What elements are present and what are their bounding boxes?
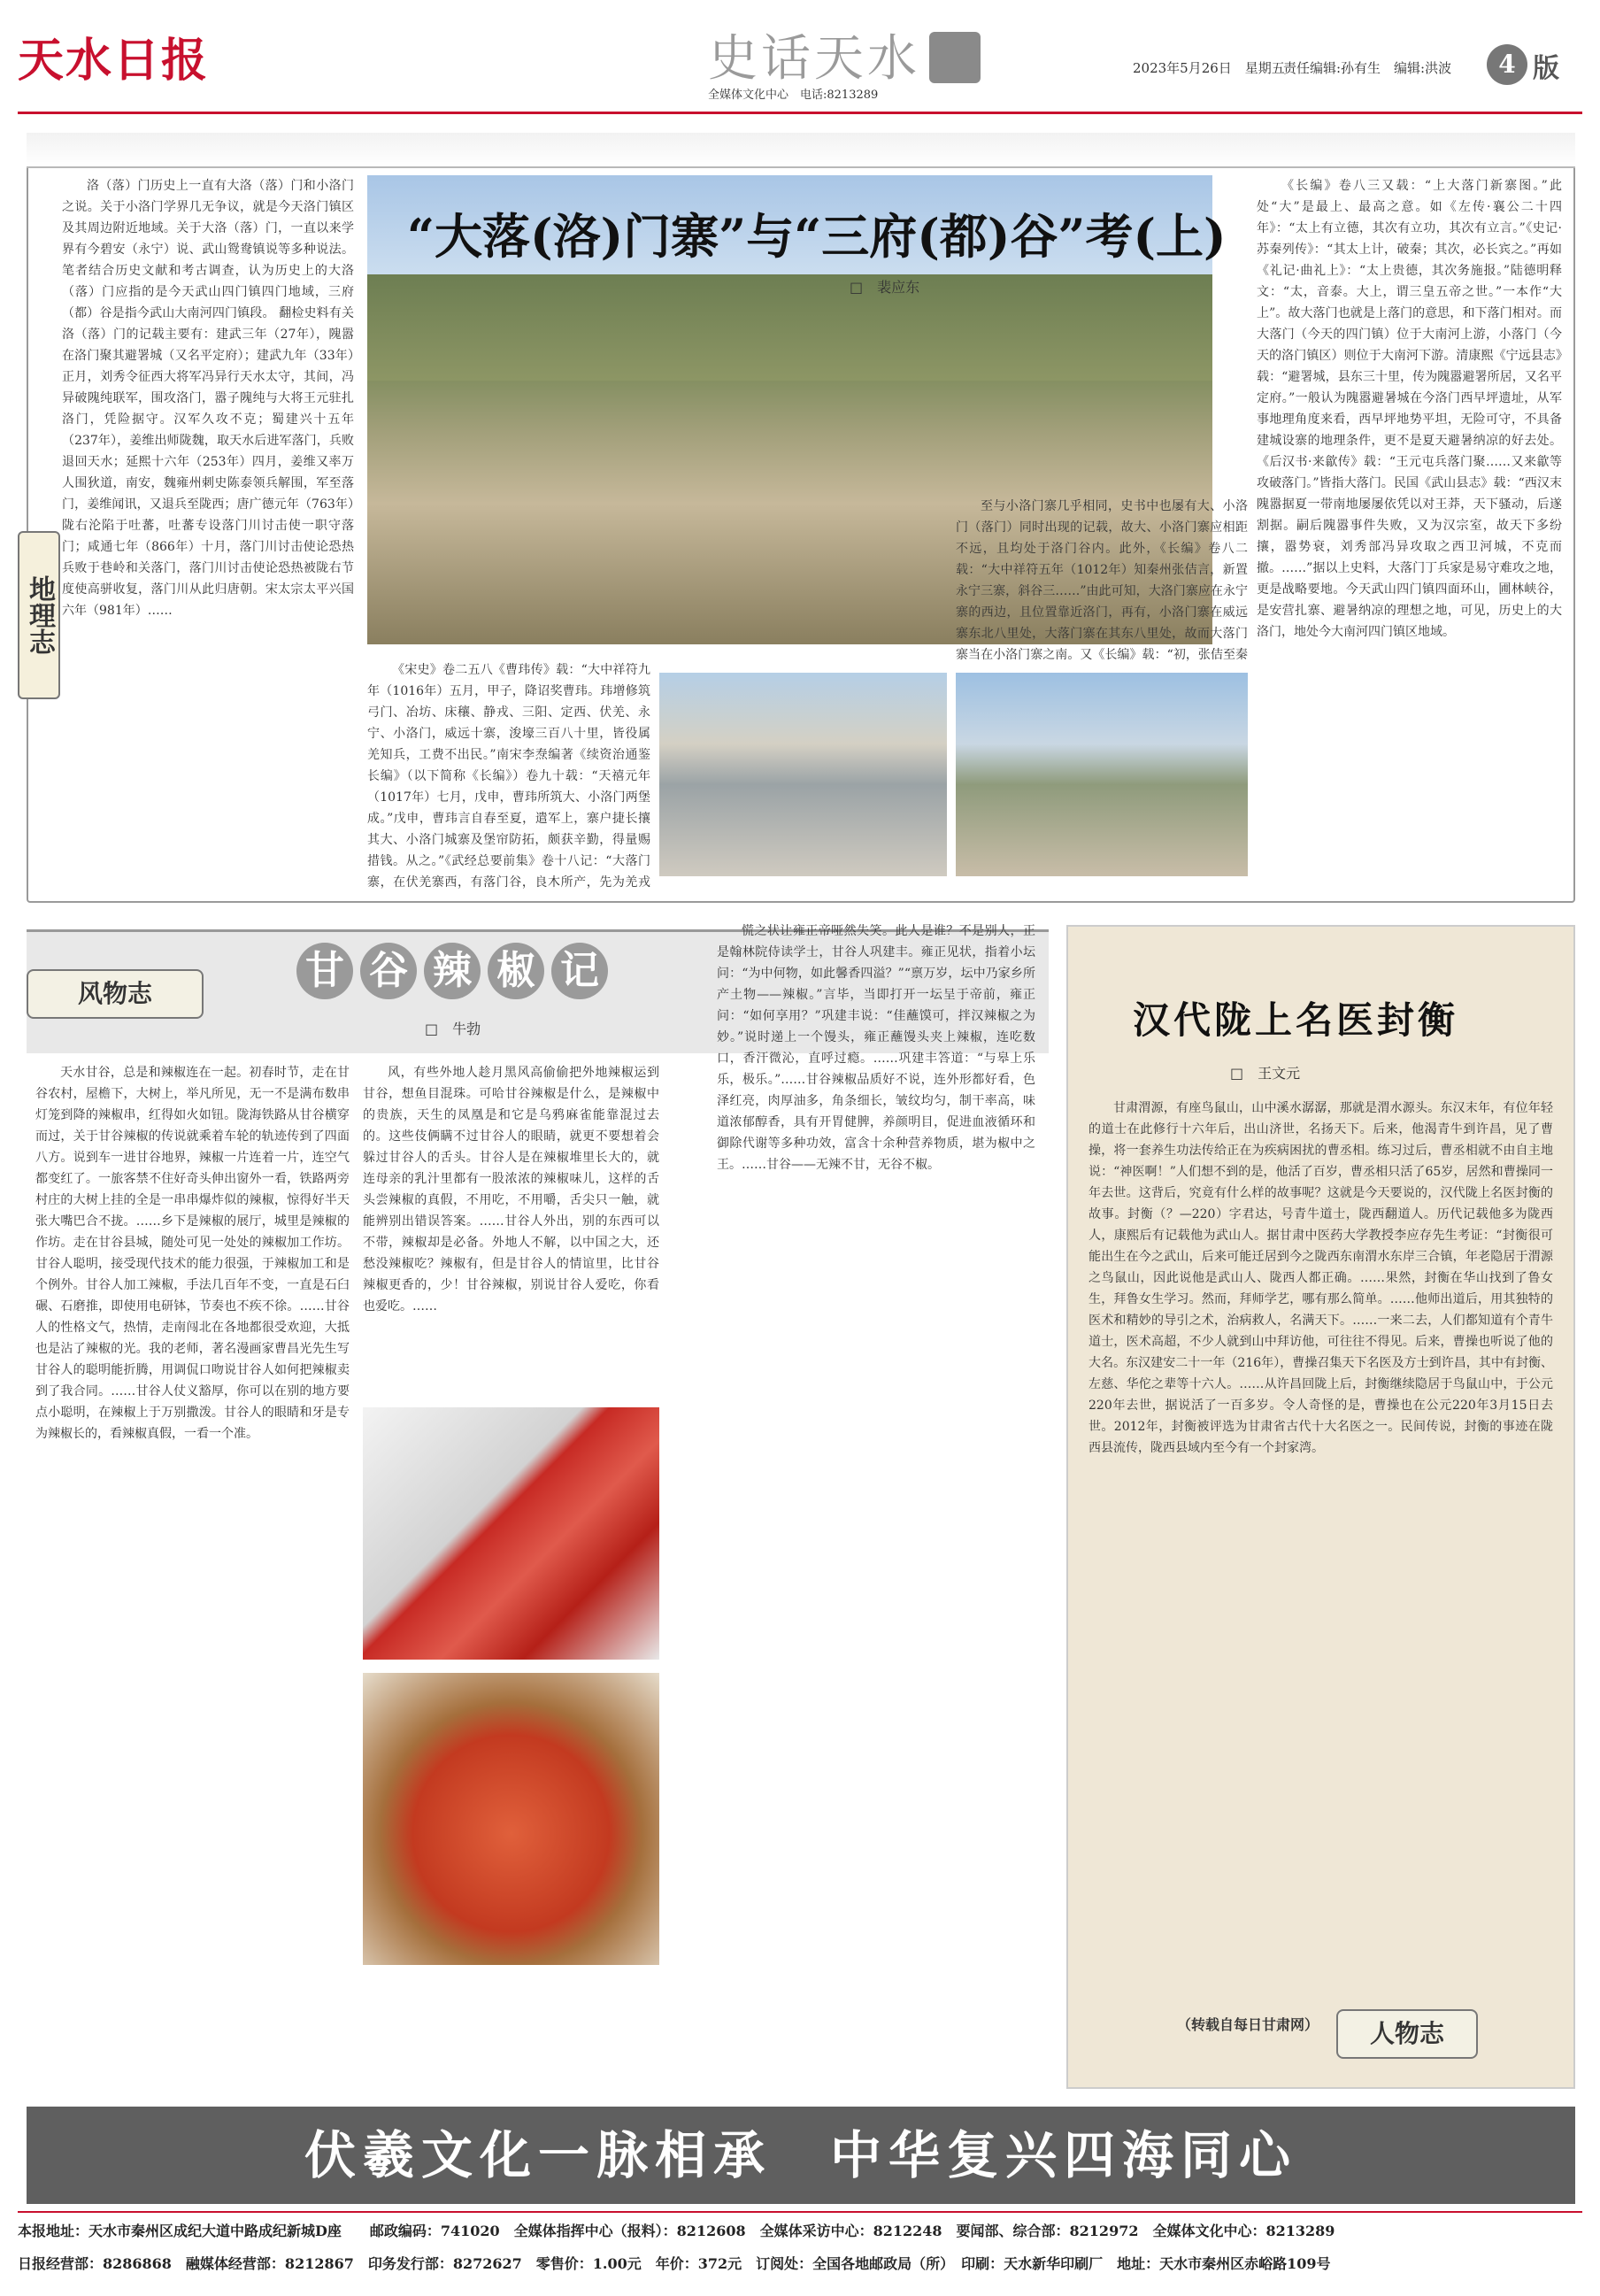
article2-photo-pepper-field bbox=[363, 1407, 659, 1660]
article1-col3-text: 至与小洛门寨几乎相同，史书中也屡有大、小洛门（落门）同时出现的记载，故大、小洛门寨应相距不远，且均处于洛门谷内。此外，《长编》卷八二载：“大中祥符五年（1012年）知秦州张佶言，新置永宁三寨，斜谷三……”由此可知，大洛门寨应在永宁寨的西边，且位置靠近洛门，再有，小洛门寨在威远寨东北八里处，大落门寨在其东八里处，故而大落门寨当在小洛门寨之南。又《长编》载：“初，张佶至秦 bbox=[956, 499, 1248, 662]
article2-col3 bbox=[717, 921, 1035, 2089]
article2-col1-text: 天水甘谷，总是和辣椒连在一起。初春时节，走在甘谷农村，屋檐下，大树上，举凡所见，无一不是满布数串灯笼到降的辣椒串，红得如火如钮。陇海铁路从甘谷横穿而过，关于甘谷辣椒的传说就乘着车轮的轨迹传到了四面八方。说到车一进甘谷地界，辣椒一片连着一片，连空气都变红了。一旅客禁不住好奇头伸出窗外一看，铁路两旁村庄的大树上挂的全是一串串爆炸似的辣椒，惊得好半天张大嘴巴合不拢。……乡下是辣椒的展厅，城里是辣椒的作坊。走在甘谷县城，随处可见一处处的辣椒加工作坊。甘谷人聪明，接受现代技术的能力很强，于辣椒加工和是个例外。甘谷人加工辣椒，手法几百年不变，一直是石臼碾、石磨推，即使用电研钵，节奏也不疾不徐。……甘谷人的性格文气，热情，走南闯北在各地都很受欢迎，大抵也是沾了辣椒的光。我的老师，著名漫画家曹昌光先生写甘谷人的聪明能折腾，用调侃口吻说甘谷人如何把辣椒卖到了我合同。……甘谷人仗义豁厚，你可以在别的地方要点小聪明，在辣椒上于万别撒泼。甘谷人的眼睛和牙是专为辣椒长的，看辣椒真假，一看一个准。 bbox=[35, 1066, 350, 1441]
article1-top-border bbox=[27, 133, 1575, 168]
headline-char: 甘 bbox=[296, 943, 353, 999]
masthead-rule bbox=[18, 112, 1582, 114]
article2-col2-text: 风，有些外地人趁月黑风高偷偷把外地辣椒运到甘谷，想鱼目混珠。可哈甘谷辣椒是什么，是辣椒中的贵族，天生的凤凰是和它是乌鸦麻雀能靠混过去的。这些伎俩瞒不过甘谷人的眼睛，就更不要想着会躲过甘谷人的舌头。甘谷人是在辣椒堆里长大的，就连母亲的乳汁里都有一股浓浓的辣椒味儿，这样的舌头尝辣椒的真假，不用吃，不用嚼，舌尖只一触，就能辨别出错误答案。……甘谷人外出，别的东西可以不带，辣椒却是必备。外地人不解，以中国之大，还愁没辣椒吃？辣椒有，但是甘谷人的情谊里，比甘谷辣椒更香的，少！甘谷辣椒，别说甘谷人爱吃，你看也爱吃。…… bbox=[363, 1066, 659, 1314]
headline-char: 记 bbox=[551, 943, 608, 999]
article1-col4-text: 《长编》卷八三又载：“上大落门新寨图。”此处“大”是最上、最高之意。如《左传·襄公二十四年》：“太上有立德，其次有立功，其次有立言。”《史记·苏秦列传》：“其太上计，破秦；其次，必长宾之。”再如《礼记·曲礼上》：“太上贵德，其次务施报。”陆德明释文：“太，音泰。大上，谓三皇五帝之世。”一本作“大上”。故大落门也就是上落门的意思，和下落门相对。而大落门（今天的四门镇）位于大南河上游，小落门（今天的洛门镇区）则位于大南河下游。清康熙《宁远县志》载：“避署城，县东三十里，传为隗嚣避署所居，又名平定府。”一般认为隗嚣避暑城在今洛门西早坪遗址，从军事地理角度来看，西早坪地势平坦，无险可守，不具备建城设寨的地理条件，更不是夏天避暑纳凉的好去处。《后汉书·来歙传》载：“王元屯兵落门聚……又来歙等攻破落门。”皆指大落门。民国《武山县志》载：“西汉末隗嚣据夏一带南地屡屡依凭以对王莽，天下骚动，后遂割据。嗣后隗嚣事件失败，又为汉宗室，故天下多纷攘，嚣势衰，刘秀部冯异攻取之西卫河城，不克而撤。……”据以上史料，大落门丁兵家是易守难攻之地，更是战略要地。今天武山四门镇四面环山，圃林峡谷，是安营扎寨、避暑纳凉的理想之地，可见，历史上的大洛门，地处今大南河四门镇区地域。 bbox=[1257, 179, 1562, 639]
article1-col2-text: 《宋史》卷二五八《曹玮传》载：“大中祥符九年（1016年）五月，甲子，降诏奖曹玮。玮增修筑弓门、冶坊、床穰、静戎、三阳、定西、伏羌、永宁、小洛门，威远十寨，浚壕三百八十里，皆役属羌知兵，工费不出民。”南宋李焘编著《续资治通鉴长编》（以下简称《长编》）卷九十载：“天禧元年（1017年）七月，戊申，曹玮所筑大、小洛门两堡成。”戊申，曹玮言自春至夏，遣军上，寨户捷长攘其大、小洛门城寨及堡帘防拓，颇获辛勤，得量赐措钱。从之。”《武经总要前集》卷十八记：“大落门寨，在伏羌寨西，有落门谷，良木所产，先为羌戎 bbox=[367, 663, 650, 890]
article1-col1-text: 洛（落）门历史上一直有大洛（落）门和小洛门之说。关于小洛门学界几无争议，就是今天洛门镇区及其周边附近地域。关于大洛（落）门，一直以来学界有今碧安（永宁）说、武山鸳鸯镇说等多种说法。笔者结合历史文献和考古调查，认为历史上的大洛（落）门应指的是今天武山四门镇四门地域，三府（都）谷是指今武山大南河四门镇段。 翻检史料有关洛（落）门的记载主要有：建武三年（27年），隗嚣在洛门聚其避署城（又名平定府）；建武九年（33年）正月，刘秀令征西大将军冯异行天水太守，其间，冯异破隗纯联军，围攻洛门，嚣子隗纯与大将王元驻扎洛门，凭险据守。汉军久攻不克；蜀建兴十五年（237年），姜维出师陇魏，取天水后进军落门，兵败退回天水；延熙十六年（253年）四月，姜维又率万人围狄道，南安，魏雍州刺史陈泰领兵解围，军至落门，姜维闻讯，又退兵至陇西；唐广德元年（763年）陇右沦陷于吐蕃，吐蕃专设落门川讨击使一职守落门；咸通七年（866年）十月，落门川讨击使论恐热兵败于巷岭和关落门，落门川讨击使论恐热被陇右节度使高骈收复，落门川从此归唐朝。宋太宗太平兴国六年（981年）…… bbox=[62, 179, 354, 618]
article1-col2 bbox=[367, 659, 650, 890]
footer-line1: 本报地址：天水市秦州区成纪大道中路成纪新城D座 邮政编码：741020 全媒体指挥中心（报料）：8212608 全媒体采访中心：8212248 要闻部、综合部：8212972 全媒体文化中心：8213289 bbox=[18, 2223, 1335, 2239]
article1-photo-greenhouses bbox=[659, 673, 947, 876]
headline-char: 椒 bbox=[488, 943, 544, 999]
newspaper-logo: 天水日报 bbox=[18, 34, 210, 88]
article1-col4 bbox=[1257, 175, 1562, 892]
footer-rule bbox=[18, 2211, 1582, 2213]
headline-char: 辣 bbox=[424, 943, 481, 999]
section-emblem-icon bbox=[929, 32, 981, 83]
footer-line2: 日报经营部：8286868 融媒体经营部：8212867 印务发行部：8272627 零售价：1.00元 年价：372元 订阅处：全国各地邮政局（所） 印刷：天水新华印刷厂 地址：天水市秦州区赤峪路109号 bbox=[18, 2255, 1331, 2272]
article1-byline: □ 裴应东 bbox=[850, 279, 920, 296]
tag-fengwu: 风物志 bbox=[27, 969, 204, 1019]
article2-col3-text: 慌之状让雍正帝哑然失笑。此人是谁？不是别人，正是翰林院侍读学士，甘谷人巩建丰。雍正见状，指着小坛问：“为中何物，如此馨香四溢？”“禀万岁，坛中乃家乡所产土物——辣椒。”言毕，当即打开一坛呈于帝前，雍正问：“如何享用？”巩建丰说：“佳蘸馍可，拌汉辣椒之为妙。”说时递上一个馒头，雍正蘸馒头夹上辣椒，连吃数口，香汗微沁，直呼过瘾。……巩建丰答道：“与皋上乐乐，极乐。”……甘谷辣椒品质好不说，连外形都好看，色泽红亮，肉厚油多，角条细长，皱纹均匀，制干率高，味道浓郁醇香，具有开胃健脾，养颜明目，促进血液循环和御除代谢等多种功效，富含十余种营养物质，堪为椒中之王。……甘谷——无辣不甘，无谷不椒。 bbox=[717, 924, 1035, 1172]
page-number: 4 bbox=[1487, 44, 1527, 85]
article1-photo-riverbed bbox=[956, 673, 1248, 876]
article1-col1 bbox=[62, 175, 354, 883]
article2-col1 bbox=[35, 1062, 350, 2089]
headline-char: 谷 bbox=[360, 943, 417, 999]
article3-body-text: 甘肃渭源，有座鸟鼠山，山中溪水潺潺，那就是渭水源头。东汉末年，有位年轻的道士在此修行十六年后，出山济世，名扬天下。后来，他渴青牛到许昌，见了曹操，将一套养生功法传给正在为疾病困扰的曹丞相。练习过后，曹丞相就不由自主地说：“神医啊！”人们想不到的是，他活了百岁，曹丞相只活了65岁，居然和曹操同一年去世。这背后，究竟有什么样的故事呢？这就是今天要说的，汉代陇上名医封衡的故事。封衡（？—220）字君达，号青牛道士，陇西翻道人。历代记载他多为陇西人，康熙后有记载他为武山人。据甘肃中医药大学教授李应存先生考证：“封衡很可能出生在今之武山，后来可能迁居到今之陇西东南渭水东岸三合镇，年老隐居于渭源之鸟鼠山，因此说他是武山人、陇西人都正确。……果然，封衡在华山找到了鲁女生，拜鲁女生学习。然而，拜师学艺，哪有那么简单。……他师出道后，用其独特的医术和精妙的导引之术，治病救人，名满天下。……一来二去，人们都知道有个青牛道士，医术高超，不少人就到山中拜访他，可往往不得见。后来，曹操也听说了他的大名。东汉建安二十一年（216年），曹操召集天下名医及方士到许昌，其中有封衡、左慈、华佗之辈等十六人。……从许昌回陇上后，封衡继续隐居于鸟鼠山中，于公元220年去世，据说活了一百多岁。令人奇怪的是，曹操也在公元220年3月15日去世。2012年，封衡被评选为甘肃省古代十大名医之一。民间传说，封衡的事迹在陇西县流传，陇西县域内至今有一个封家湾。 bbox=[1088, 1101, 1553, 1455]
issue-date: 2023年5月26日 星期五 bbox=[1133, 60, 1285, 76]
article2-headline bbox=[296, 943, 608, 999]
article3-source: （转载自每日甘肃网） bbox=[1177, 2016, 1319, 2033]
page-label: 版 bbox=[1533, 53, 1559, 84]
article3-byline: □ 王文元 bbox=[1230, 1065, 1301, 1082]
editor-credit: 责任编辑:孙有生 编辑:洪波 bbox=[1283, 60, 1452, 76]
slogan-banner: 伏羲文化一脉相承 中华复兴四海同心 bbox=[27, 2107, 1575, 2204]
article2-col2 bbox=[363, 1062, 659, 1398]
tag-dili: 地理志 bbox=[18, 531, 60, 699]
article2-byline: □ 牛勃 bbox=[425, 1021, 481, 1037]
section-title: 史话天水 bbox=[708, 30, 920, 88]
section-contact: 全媒体文化中心 电话:8213289 bbox=[708, 89, 879, 102]
article3-headline: 汉代陇上名医封衡 bbox=[1133, 998, 1459, 1042]
article1-photo-mountains bbox=[367, 274, 1212, 381]
article3-body bbox=[1088, 1098, 1553, 2000]
article1-headline: “大落(洛)门寨”与“三府(都)谷”考(上) bbox=[407, 208, 1227, 265]
tag-renwu: 人物志 bbox=[1336, 2009, 1478, 2059]
article2-photo-chili-flakes bbox=[363, 1673, 659, 1965]
article1-col3 bbox=[956, 496, 1248, 664]
